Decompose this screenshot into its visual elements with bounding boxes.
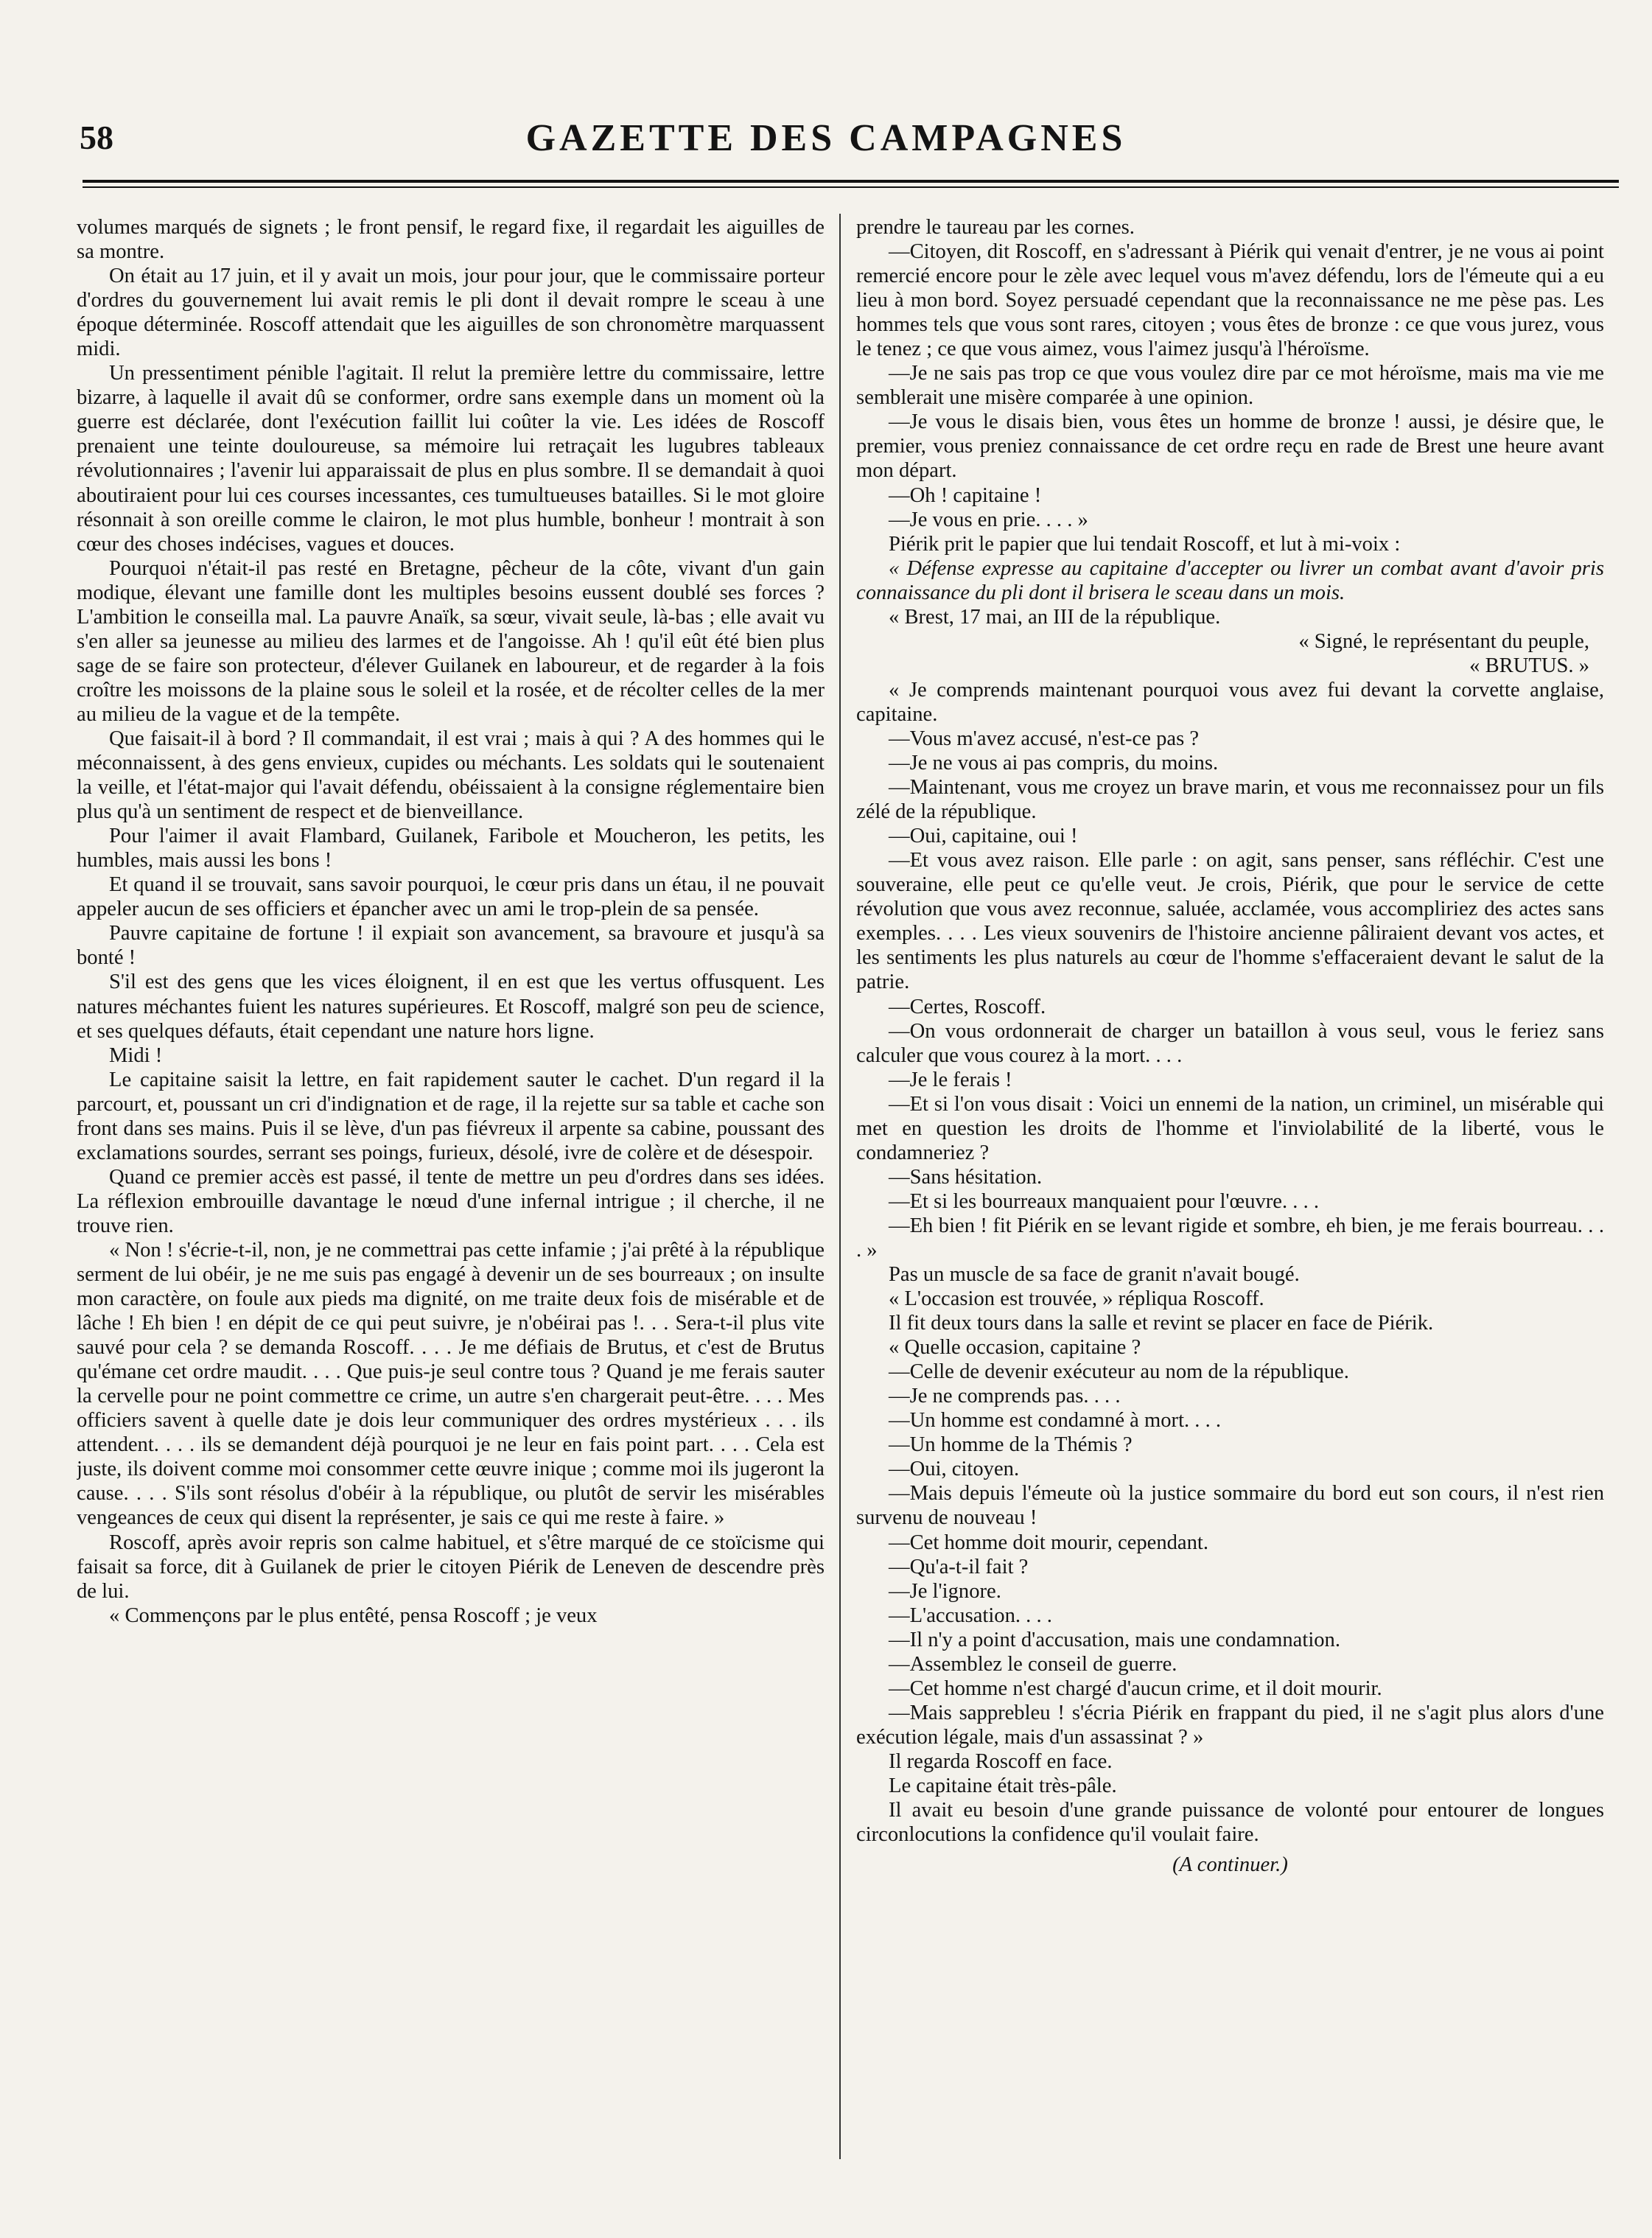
right-column <box>856 215 1604 2161</box>
column-separator <box>839 214 841 2159</box>
paragraph: Il fit deux tours dans la salle et revint se placer en face de Piérik. <box>889 1312 1434 1335</box>
paragraph: Le capitaine était très-pâle. <box>889 1774 1117 1797</box>
order-signature: « Signé, le représentant du peuple, <box>1298 629 1589 653</box>
paragraph: —Cet homme n'est chargé d'aucun crime, et il doit mourir. <box>889 1676 1382 1700</box>
paragraph: —Et si l'on vous disait : Voici un ennemi de la nation, un criminel, un misérable qui met en question les droits de l'homme et l'inviolabilité de la liberté, vous le condamneriez ? <box>856 1092 1604 1164</box>
paragraph: —Assemblez le conseil de guerre. <box>889 1652 1177 1676</box>
paragraph: Piérik prit le papier que lui tendait Roscoff, et lut à mi-voix : <box>889 532 1401 556</box>
paragraph: « Commençons par le plus entêté, pensa Roscoff ; je veux <box>109 1604 598 1627</box>
paragraph: —Je ne comprends pas. . . . <box>889 1385 1121 1408</box>
paragraph: —Un homme est condamné à mort. . . . <box>889 1409 1222 1433</box>
paragraph: —Je ne sais pas trop ce que vous voulez dire par ce mot héroïsme, mais ma vie me semblerait une misère comparée à une opinion. <box>856 362 1604 410</box>
paragraph: Pour l'aimer il avait Flambard, Guilanek, Faribole et Moucheron, les petits, les humbles, mais aussi les bons ! <box>77 825 825 873</box>
paragraph: —Citoyen, dit Roscoff, en s'adressant à Piérik qui venait d'entrer, je ne vous ai point remercié encore pour le zèle avec lequel vous m'avez défendu, lors de l'émeute qui a eu lieu à mon bord. Soyez persuadé cependant que la reconnaissance ne me pèse pas. Les hommes tels que vous sont rares, citoyen ; vous êtes de bronze : ce que vous jurez, vous le tenez ; ce que vous aimez, vous l'aimez jusqu'à l'héroïsme. <box>856 240 1604 361</box>
header-rule <box>83 180 1619 188</box>
paragraph: —Je vous le disais bien, vous êtes un homme de bronze ! aussi, je désire que, le premier, vous preniez connaissance de cet ordre reçu en rade de Brest une heure avant mon départ. <box>856 410 1604 483</box>
paragraph: —Mais depuis l'émeute où la justice sommaire du bord eut son cours, il n'est rien survenu de nouveau ! <box>856 1482 1604 1530</box>
paragraph: Il regarda Roscoff en face. <box>889 1749 1113 1773</box>
order-signatory: « BRUTUS. » <box>1469 654 1589 677</box>
paragraph: —Oh ! capitaine ! <box>889 483 1042 507</box>
paragraph: Que faisait-il à bord ? Il commandait, il est vrai ; mais à qui ? A des hommes qui le méconnaissent, à des gens envieux, cupides ou méchants. Les soldats qui le soutenaient la veille, et l'état-major qui l'avait défendu, obéissaient à la consigne réglementaire bien plus qu'à un sentiment de respect et de bienveillance. <box>77 727 825 824</box>
continuation-note <box>856 1853 1604 1877</box>
left-column <box>77 215 825 2161</box>
order-date: « Brest, 17 mai, an III de la république. <box>889 605 1221 629</box>
paragraph: —Et si les bourreaux manquaient pour l'œuvre. . . . <box>889 1189 1320 1213</box>
paragraph: —Cet homme doit mourir, cependant. <box>889 1531 1209 1554</box>
order-text: « Défense expresse au capitaine d'accepter ou livrer un combat avant d'avoir pris connaissance du pli dont il brisera le sceau dans un mois. <box>856 556 1604 604</box>
paragraph: —Qu'a-t-il fait ? <box>889 1555 1029 1578</box>
paragraph: —Oui, capitaine, oui ! <box>889 825 1078 848</box>
paragraph: —Je ne vous ai pas compris, du moins. <box>889 752 1219 775</box>
paragraph: Le capitaine saisit la lettre, en fait rapidement sauter le cachet. D'un regard il la parcourt, et, poussant un cri d'indignation et de rage, il la rejette sur sa table et cache son front dans ses mains. Puis il se lève, d'un pas fiévreux il arpente sa cabine, poussant des exclamations sourdes, serrant ses poings, furieux, désolé, ivre de colère et de désespoir. <box>77 1068 825 1164</box>
continuation-text: (A continuer.) <box>1172 1853 1288 1877</box>
paragraph: —Et vous avez raison. Elle parle : on agit, sans penser, sans réfléchir. C'est une souveraine, elle peut ce qu'elle veut. Je crois, Piérik, que pour le service de cette révolution que vous avez reconnue, saluée, acclamée, vous accompliriez des actes sans exemples. . . . Les vieux souvenirs de l'histoire ancienne pâliraient devant vos actes, et les sentiments les plus naturels au cœur de l'homme s'effaceraient devant le salut de la patrie. <box>856 849 1604 994</box>
paragraph: —Eh bien ! fit Piérik en se levant rigide et sombre, eh bien, je me ferais bourreau. . . . » <box>856 1214 1604 1262</box>
quoted-order <box>856 556 1604 605</box>
paragraph: « L'occasion est trouvée, » répliqua Roscoff. <box>889 1287 1264 1311</box>
paragraph: —L'accusation. . . . <box>889 1604 1052 1627</box>
paragraph: Un pressentiment pénible l'agitait. Il relut la première lettre du commissaire, lettre bizarre, à laquelle il avait dû se conformer, ordre sans exemple dans un moment où la guerre est déclarée, dont l'exécution faillit lui coûter la vie. Les idées de Roscoff prenaient une teinte douloureuse, sa mémoire lui retraçait les lugubres tableaux révolutionnaires ; l'avenir lui apparaissait de plus en plus sombre. Il se demandait à quoi aboutiraient pour lui ces courses incessantes, ces tumultueuses batailles. Si le mot gloire résonnait à son oreille comme le clairon, le mot plus humble, bonheur ! montrait à son cœur des choses indécises, vagues et douces. <box>77 362 825 556</box>
paragraph: Roscoff, après avoir repris son calme habituel, et s'être marqué de ce stoïcisme qui faisait sa force, dit à Guilanek de prier le citoyen Piérik de Leneven de descendre près de lui. <box>77 1531 825 1603</box>
paragraph: —Oui, citoyen. <box>889 1458 1020 1481</box>
paragraph: —Mais sapprebleu ! s'écria Piérik en frappant du pied, il ne s'agit plus alors d'une exécution légale, mais d'un assassinat ? » <box>856 1701 1604 1749</box>
paragraph: « Non ! s'écrie-t-il, non, je ne commettrai pas cette infamie ; j'ai prêté à la république serment de lui obéir, je ne me suis pas engagé à devenir un de ses bourreaux ; on insulte mon caractère, on foule aux pieds ma dignité, on me traite deux fois de misérable et de lâche ! Eh bien ! en dépit de ce qui peut suivre, je n'obéirai pas !. . . Sera-t-il plus vite sauvé pour cela ? se demanda Roscoff. . . . Je me défiais de Brutus, et c'est de Brutus qu'émane cet ordre maudit. . . . Que puis-je seul contre tous ? Quand je me ferais sauter la cervelle pour ne point commettre ce crime, un autre s'en chargerait peut-être. . . . Mes officiers savent à quelle date je dois leur communiquer des ordres mystérieux . . . ils attendent. . . . ils se demandent déjà pourquoi je ne leur en fais point part. . . . Cela est juste, ils doivent comme moi consommer cette œuvre inique ; comme moi ils jugeront la cause. . . . S'ils sont résolus d'obéir à la république, ou plutôt de servir les misérables vengeances de ceux qui disent la représenter, je sais ce qui me reste à faire. » <box>77 1238 825 1530</box>
paragraph: —On vous ordonnerait de charger un bataillon à vous seul, vous le feriez sans calculer que vous courez à la mort. . . . <box>856 1019 1604 1067</box>
paragraph: Et quand il se trouvait, sans savoir pourquoi, le cœur pris dans un étau, il ne pouvait appeler aucun de ses officiers et épancher avec un ami le trop-plein de sa pensée. <box>77 873 825 921</box>
paragraph: —Je le ferais ! <box>889 1068 1012 1091</box>
paragraph: —Je vous en prie. . . . » <box>889 508 1088 531</box>
paragraph: —Maintenant, vous me croyez un brave marin, et vous me reconnaissez pour un fils zélé de la république. <box>856 776 1604 824</box>
paragraph: Pauvre capitaine de fortune ! il expiait son avancement, sa bravoure et jusqu'à sa bonté ! <box>77 922 825 970</box>
masthead-title: GAZETTE DES CAMPAGNES <box>525 117 1127 159</box>
paragraph: S'il est des gens que les vices éloignent, il en est que les vertus offusquent. Les natures méchantes fuient les natures supérieures. Et Roscoff, malgré son peu de science, et ses quelques défauts, était cependant une nature hors ligne. <box>77 971 825 1043</box>
paragraph: « Je comprends maintenant pourquoi vous avez fui devant la corvette anglaise, capitaine. <box>856 678 1604 726</box>
paragraph: —Celle de devenir exécuteur au nom de la république. <box>889 1360 1349 1384</box>
paragraph: Midi ! <box>109 1043 163 1067</box>
paragraph: —Je l'ignore. <box>889 1579 1001 1603</box>
paragraph: Pas un muscle de sa face de granit n'avait bougé. <box>889 1263 1300 1287</box>
paragraph: —Il n'y a point d'accusation, mais une condamnation. <box>889 1628 1341 1651</box>
paragraph: « Quelle occasion, capitaine ? <box>889 1336 1141 1360</box>
paragraph: volumes marqués de signets ; le front pensif, le regard fixe, il regardait les aiguilles de sa montre. <box>77 216 825 264</box>
paragraph: —Vous m'avez accusé, n'est-ce pas ? <box>889 727 1200 750</box>
paragraph: Il avait eu besoin d'une grande puissance de volonté pour entourer de longues circonlocutions la confidence qu'il voulait faire. <box>856 1799 1604 1847</box>
page-number: 58 <box>80 119 113 156</box>
paragraph: —Sans hésitation. <box>889 1165 1043 1189</box>
paragraph: Pourquoi n'était-il pas resté en Bretagne, pêcheur de la côte, vivant d'un gain modique, élevant une famille dont les multiples besoins eussent doublé ses forces ? L'ambition le conseilla mal. La pauvre Anaïk, sa sœur, vivait seule, là-bas ; elle avait vu s'en aller sa jeunesse au milieu des larmes et de l'angoisse. Ah ! qu'il eût été bien plus sage de se faire son protecteur, d'élever Guilanek en laboureur, et de regarder à la fois croître les moissons de la plaine sous le soleil et la rosée, et de récolter celles de la mer au milieu de la vague et de la tempête. <box>77 556 825 726</box>
paragraph: prendre le taureau par les cornes. <box>856 216 1135 239</box>
paragraph: —Certes, Roscoff. <box>889 995 1046 1018</box>
paragraph: Quand ce premier accès est passé, il tente de mettre un peu d'ordres dans ses idées. La réflexion embrouille davantage le nœud d'une infernal intrigue ; il cherche, il ne trouve rien. <box>77 1165 825 1237</box>
paragraph: —Un homme de la Thémis ? <box>889 1433 1133 1457</box>
paragraph: On était au 17 juin, et il y avait un mois, jour pour jour, que le commissaire porteur d'ordres du gouvernement lui avait remis le pli dont il devait rompre le sceau à une époque déterminée. Roscoff attendait que les aiguilles de son chronomètre marquassent midi. <box>77 265 825 361</box>
